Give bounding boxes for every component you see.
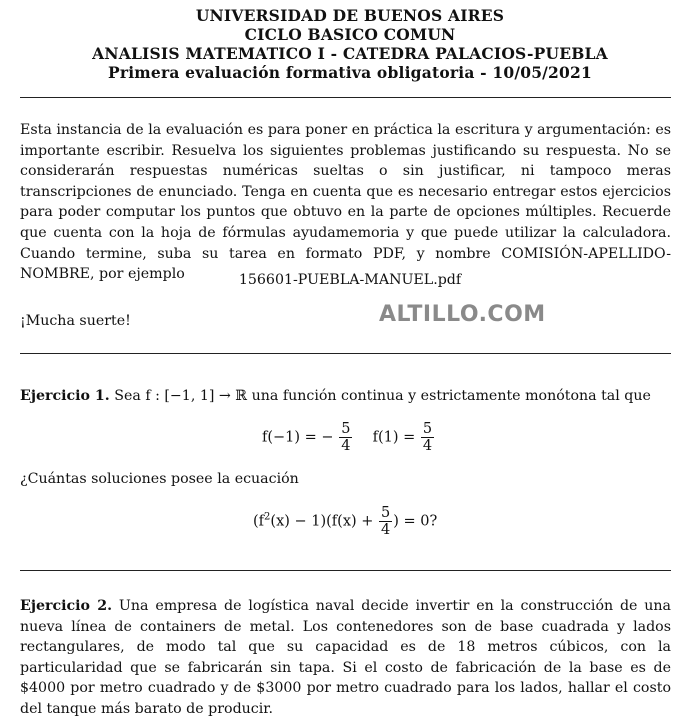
exercise-1-conditions <box>262 421 435 454</box>
exercise-1-title: Ejercicio 1. <box>20 388 110 404</box>
fraction-numerator: 5 <box>381 505 391 521</box>
instructions-paragraph: Esta instancia de la evaluación es para poner en práctica la escritura y argumentación: es importante escribir. Resuelva los siguientes problemas justificando su respuesta. No se considerarán respuestas numéricas sueltas o sin justificar, ni tampoco meras transcripciones de enunciado. Tenga en cuenta que es necesario entregar estos ejercicios para poder computar los puntos que obtuvo en la parte de opciones múltiples. Recuerde que cuenta con la hoja de fórmulas ayudamemoria y que puede utilizar la calculadora. Cuando termine, suba su tarea en formato PDF, y nombre COMISIÓN-APELLIDO-NOMBRE, por ejemplo <box>20 122 671 283</box>
exam-title: Primera evaluación formativa obligatoria - 10/05/2021 <box>108 63 592 82</box>
divider <box>20 570 671 571</box>
fraction-numerator: 5 <box>422 421 433 437</box>
exercise-1-equation <box>253 505 437 538</box>
equation-end: ) = 0? <box>393 513 438 530</box>
exercise-1-statement <box>20 386 671 407</box>
fraction-denominator: 4 <box>341 438 351 454</box>
exercise-2-title: Ejercicio 2. <box>20 598 113 614</box>
exercise-1-question: ¿Cuántas soluciones posee la ecuación <box>20 471 299 487</box>
equation-middle: (x) − 1)(f(x) + <box>270 513 374 530</box>
university-name: UNIVERSIDAD DE BUENOS AIRES <box>195 6 505 25</box>
divider <box>20 353 671 354</box>
exam-header <box>0 6 700 82</box>
fraction-denominator: 4 <box>381 522 391 538</box>
equation-exponent: 2 <box>264 511 271 523</box>
fraction-five-fourths <box>339 421 352 454</box>
fraction-denominator: 4 <box>422 438 433 454</box>
example-filename: 156601-PUEBLA-MANUEL.pdf <box>238 272 462 288</box>
exercise-2-text: Una empresa de logística naval decide invertir en la construcción de una nueva línea de containers de metal. Los contenedores son de base cuadrada y lados rectangulares, de modo tal que su capacidad es de 18 metros cúbicos, con la particularidad que se fabricarán sin tapa. Si el costo de fabricación de la base es de $4000 por metro cuadrado y de $3000 por metro cuadrado para los lados, hallar el costo del tanque más barato de producir. <box>20 598 672 717</box>
good-luck-text: ¡Mucha suerte! <box>20 313 131 329</box>
cycle-name: CICLO BASICO COMUN <box>244 25 456 44</box>
fraction-five-fourths <box>379 505 392 538</box>
fraction-five-fourths <box>421 421 434 454</box>
equation-start: (f <box>253 513 265 530</box>
fraction-numerator: 5 <box>341 421 351 437</box>
altillo-watermark: ALTILLO.COM <box>379 302 546 327</box>
condition-left: f(−1) = − <box>262 429 334 446</box>
course-name: ANALISIS MATEMATICO I - CATEDRA PALACIOS-PUEBLA <box>92 44 608 63</box>
condition-right: f(1) = <box>372 429 416 446</box>
exercise-2-statement <box>20 596 671 720</box>
exercise-1-text: Sea f : [−1, 1] → ℝ una función continua y estrictamente monótona tal que <box>114 388 651 404</box>
divider <box>20 97 671 98</box>
